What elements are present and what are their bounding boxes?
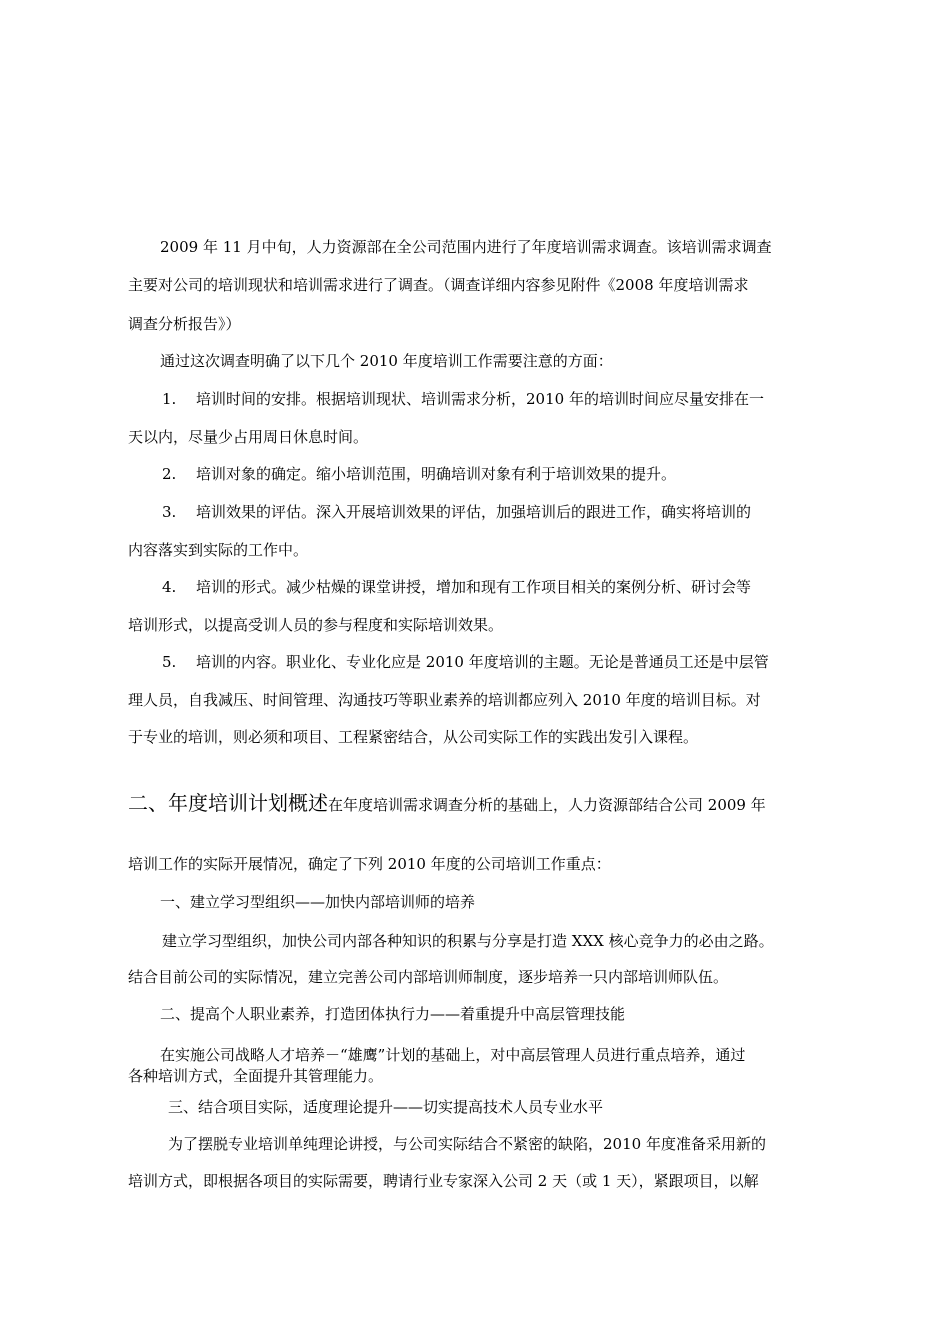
list-item-1 — [162, 389, 764, 409]
focus-2-text: 在实施公司战略人才培养－“雄鹰”计划的基础上，对中高层管理人员进行重点培养，通过 — [160, 1046, 746, 1064]
list-number: 3. — [162, 503, 177, 521]
list-number: 2. — [162, 465, 177, 483]
list-item-1-cont: 天以内，尽量少占用周日休息时间。 — [128, 428, 369, 446]
section-2-heading: 二、年度培训计划概述 — [128, 791, 328, 815]
list-text: 培训的内容。职业化、专业化应是 2010 年度培训的主题。无论是普通员工还是中层管 — [196, 653, 769, 671]
focus-1-title: 一、建立学习型组织——加快内部培训师的培养 — [160, 893, 476, 911]
list-text: 培训的形式。减少枯燥的课堂讲授，增加和现有工作项目相关的案例分析、研讨会等 — [196, 578, 752, 596]
focus-1-text: 结合目前公司的实际情况，建立完善公司内部培训师制度，逐步培养一只内部培训师队伍。 — [128, 968, 729, 986]
intro-paragraph-line: 调查分析报告》） — [128, 315, 241, 333]
intro-paragraph-2: 通过这次调查明确了以下几个 2010 年度培训工作需要注意的方面： — [160, 352, 613, 370]
section-2-intro: 在年度培训需求调查分析的基础上，人力资源部结合公司 2009 年 — [328, 796, 766, 814]
focus-2-title: 二、提高个人职业素养，打造团体执行力——着重提升中高层管理技能 — [160, 1005, 626, 1023]
focus-3-title: 三、结合项目实际，适度理论提升——切实提高技术人员专业水平 — [168, 1098, 604, 1116]
section-2-heading-line — [128, 790, 766, 818]
list-text: 培训时间的安排。根据培训现状、培训需求分析，2010 年的培训时间应尽量安排在一 — [196, 390, 764, 408]
list-item-4-cont: 培训形式，以提高受训人员的参与程度和实际培训效果。 — [128, 616, 504, 634]
list-item-4 — [162, 577, 751, 597]
intro-paragraph-line: 主要对公司的培训现状和培训需求进行了调查。（调查详细内容参见附件《2008 年度培训需求 — [128, 276, 749, 294]
focus-3-text: 为了摆脱专业培训单纯理论讲授，与公司实际结合不紧密的缺陷，2010 年度准备采用新的 — [168, 1135, 766, 1153]
list-text: 培训效果的评估。深入开展培训效果的评估，加强培训后的跟进工作，确实将培训的 — [196, 503, 752, 521]
focus-2-text: 各种培训方式，全面提升其管理能力。 — [128, 1067, 384, 1085]
intro-paragraph-line: 2009 年 11 月中旬，人力资源部在全公司范围内进行了年度培训需求调查。该培训需求调查 — [160, 238, 772, 256]
list-text: 培训对象的确定。缩小培训范围，明确培训对象有利于培训效果的提升。 — [196, 465, 677, 483]
focus-3-text: 培训方式，即根据各项目的实际需要，聘请行业专家深入公司 2 天（或 1 天），紧跟项目，以解 — [128, 1172, 759, 1190]
list-number: 1. — [162, 390, 177, 408]
focus-1-text: 建立学习型组织，加快公司内部各种知识的积累与分享是打造 XXX 核心竞争力的必由之路。 — [162, 932, 774, 950]
section-2-intro-cont: 培训工作的实际开展情况，确定了下列 2010 年度的公司培训工作重点： — [128, 855, 611, 873]
list-number: 5. — [162, 653, 177, 671]
list-item-5 — [162, 652, 769, 672]
list-item-5-cont: 于专业的培训，则必须和项目、工程紧密结合，从公司实际工作的实践出发引入课程。 — [128, 728, 699, 746]
list-item-3-cont: 内容落实到实际的工作中。 — [128, 541, 309, 559]
list-item-3 — [162, 502, 751, 522]
list-item-5-cont: 理人员，自我减压、时间管理、沟通技巧等职业素养的培训都应列入 2010 年度的培训目标。对 — [128, 691, 761, 709]
list-number: 4. — [162, 578, 177, 596]
list-item-2 — [162, 464, 676, 484]
